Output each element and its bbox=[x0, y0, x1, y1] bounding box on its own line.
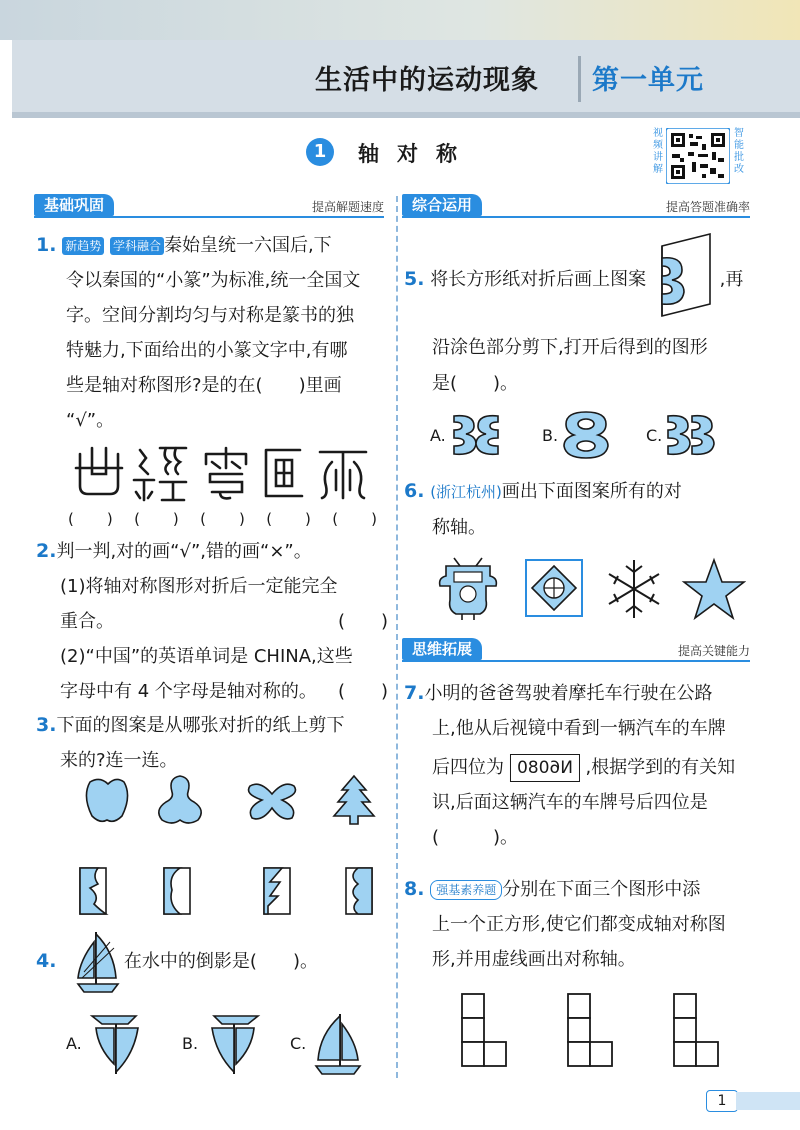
q6-patterns bbox=[436, 554, 746, 624]
q2-item2-bracket[interactable]: ( ) bbox=[337, 681, 388, 702]
q8-line-2: 上一个正方形,使它们都变成轴对称图 bbox=[432, 914, 726, 935]
q1-line-6: “√”。 bbox=[66, 410, 115, 431]
sailboat-image bbox=[70, 928, 122, 998]
q5-line-2: 沿涂色部分剪下,打开后得到的图形 bbox=[432, 337, 708, 358]
q4-option-b-image[interactable] bbox=[198, 1010, 264, 1076]
q3-number: 3. bbox=[36, 714, 57, 736]
unit-name: 第一单元 bbox=[592, 65, 704, 96]
qr-code-icon[interactable] bbox=[666, 128, 730, 184]
q6-line-2: 称轴。 bbox=[432, 517, 486, 538]
page-number-tail bbox=[736, 1092, 800, 1110]
q1-line-4: 特魅力,下面给出的小篆文字中,有哪 bbox=[66, 340, 348, 361]
q5-number: 5. bbox=[404, 268, 425, 290]
q5-option-b-image[interactable] bbox=[562, 410, 610, 460]
star-pattern bbox=[684, 560, 744, 618]
q4-number: 4. bbox=[36, 950, 57, 972]
seal-char-2 bbox=[134, 448, 186, 500]
q8-line-3: 形,并用虚线画出对称轴。 bbox=[432, 949, 636, 970]
qr-left-label: 视频讲解 bbox=[653, 128, 663, 175]
q5-option-b-label[interactable]: B. bbox=[542, 426, 559, 445]
full-gourd-shape bbox=[159, 776, 201, 823]
bronze-vessel-pattern bbox=[440, 558, 497, 620]
q4-option-b-label[interactable]: B. bbox=[182, 1034, 199, 1053]
q1-line-5: 些是轴对称图形?是的在( )里画 bbox=[66, 375, 342, 396]
q5-line-3: 是( )。 bbox=[432, 373, 519, 394]
q1-line-2: 令以秦国的“小篆”为标准,统一全国文 bbox=[66, 270, 361, 291]
column-divider bbox=[396, 196, 398, 1078]
q8-badge: 强基素养题 bbox=[430, 880, 502, 900]
q7-line-4: 识,后面这辆汽车的车牌号后四位是 bbox=[432, 792, 708, 813]
q1-bracket-2[interactable]: ( ) bbox=[134, 510, 180, 528]
q1-answer-brackets bbox=[68, 508, 378, 529]
q5-line-1a: 将长方形纸对折后画上图案 bbox=[430, 269, 647, 290]
q1-badge-trend: 新趋势 bbox=[62, 237, 104, 255]
question-2 bbox=[36, 534, 388, 709]
full-apple-shape bbox=[86, 779, 127, 821]
q2-item1-line2: 重合。 bbox=[60, 611, 114, 632]
q7-answer-bracket[interactable]: ( )。 bbox=[432, 827, 519, 848]
q4-option-c-image[interactable] bbox=[306, 1010, 368, 1080]
question-6 bbox=[404, 474, 752, 545]
half-shape-4 bbox=[346, 868, 372, 914]
q6-region: (浙江杭州) bbox=[430, 483, 502, 501]
q8-square-figures[interactable] bbox=[456, 990, 746, 1070]
q2-item2-line1: (2)“中国”的英语单词是 CHINA,这些 bbox=[60, 646, 353, 667]
full-tree-shape bbox=[334, 776, 374, 824]
q1-bracket-4[interactable]: ( ) bbox=[266, 510, 312, 528]
figure-3 bbox=[674, 994, 718, 1066]
q4-option-a-image[interactable] bbox=[86, 1010, 152, 1076]
half-shape-3 bbox=[264, 868, 290, 914]
q7-line-3a: 后四位为 bbox=[432, 757, 504, 778]
page-number: 1 bbox=[706, 1090, 738, 1112]
q2-stem: 判一判,对的画“√”,错的画“×”。 bbox=[56, 541, 312, 562]
q3-matching-figures bbox=[64, 772, 384, 922]
q1-bracket-3[interactable]: ( ) bbox=[200, 510, 246, 528]
seal-char-1 bbox=[76, 448, 122, 494]
q4-option-c-label[interactable]: C. bbox=[290, 1034, 307, 1053]
q5-option-c-label[interactable]: C. bbox=[646, 426, 663, 445]
section-thinking-hint: 提高关键能力 bbox=[677, 644, 750, 658]
q7-line-3b: ,根据学到的有关知 bbox=[585, 757, 736, 778]
qr-right-label: 智能批改 bbox=[734, 128, 744, 175]
section-basic-hint: 提高解题速度 bbox=[311, 200, 384, 214]
lesson-title: 轴对称 bbox=[358, 142, 475, 166]
q8-line-1: 分别在下面三个图形中添 bbox=[502, 879, 701, 900]
figure-1 bbox=[462, 994, 506, 1066]
question-7 bbox=[404, 676, 752, 855]
q3-line-2: 来的?连一连。 bbox=[60, 750, 178, 771]
q8-number: 8. bbox=[404, 878, 425, 900]
section-basic-label: 基础巩固 bbox=[34, 194, 114, 216]
section-comprehensive-hint: 提高答题准确率 bbox=[665, 200, 750, 214]
section-comprehensive bbox=[402, 194, 750, 218]
q1-badge-subject: 学科融合 bbox=[110, 237, 164, 255]
q1-number: 1. bbox=[36, 234, 57, 256]
top-decor-band bbox=[0, 0, 800, 40]
q1-bracket-1[interactable]: ( ) bbox=[68, 510, 114, 528]
section-comprehensive-label: 综合运用 bbox=[402, 194, 482, 216]
unit-title: 生活中的运动现象 bbox=[315, 65, 539, 96]
q6-number: 6. bbox=[404, 480, 425, 502]
window-lattice-pattern bbox=[526, 560, 582, 616]
lesson-number: 1 bbox=[306, 138, 334, 166]
q4-option-a-label[interactable]: A. bbox=[66, 1034, 82, 1053]
q1-line-3: 字。空间分割均匀与对称是篆书的独 bbox=[66, 305, 354, 326]
q2-number: 2. bbox=[36, 540, 57, 562]
q6-line-1: 画出下面图案所有的对 bbox=[501, 481, 682, 502]
q2-item1-line1: (1)将轴对称图形对折后一定能完全 bbox=[60, 576, 338, 597]
question-3 bbox=[36, 708, 388, 778]
q7-plate: N6080 bbox=[510, 754, 580, 782]
header-shadow bbox=[12, 112, 800, 118]
q7-line-2: 上,他从后视镜中看到一辆汽车的车牌 bbox=[432, 718, 726, 739]
section-basic bbox=[34, 194, 384, 218]
seal-char-3 bbox=[206, 448, 246, 498]
snowflake-pattern bbox=[609, 560, 659, 618]
q1-seal-characters bbox=[70, 440, 370, 504]
section-thinking bbox=[402, 638, 750, 662]
q4-stem: 在水中的倒影是( )。 bbox=[123, 951, 318, 972]
q5-folded-paper-image bbox=[654, 230, 718, 320]
section-thinking-label: 思维拓展 bbox=[402, 638, 482, 660]
full-clover-shape bbox=[249, 784, 296, 819]
figure-2 bbox=[568, 994, 612, 1066]
question-1 bbox=[36, 228, 388, 438]
q2-item1-bracket[interactable]: ( ) bbox=[337, 611, 388, 632]
q5-line-1b: ,再 bbox=[719, 269, 744, 290]
question-8 bbox=[404, 872, 752, 977]
q5-option-a-image[interactable] bbox=[450, 412, 502, 458]
q5-option-c-image[interactable] bbox=[666, 412, 716, 458]
header-separator bbox=[578, 56, 581, 102]
half-shape-1 bbox=[80, 868, 106, 914]
seal-char-4 bbox=[266, 450, 302, 496]
q1-line-1: 秦始皇统一六国后,下 bbox=[163, 235, 332, 256]
q3-line-1: 下面的图案是从哪张对折的纸上剪下 bbox=[56, 715, 345, 736]
seal-char-5 bbox=[320, 452, 366, 498]
q2-item2-line2: 字母中有 4 个字母是轴对称的。 bbox=[60, 681, 317, 702]
q7-line-1: 小明的爸爸驾驶着摩托车行驶在公路 bbox=[424, 683, 713, 704]
q7-number: 7. bbox=[404, 682, 425, 704]
half-shape-2 bbox=[164, 868, 190, 914]
q1-bracket-5[interactable]: ( ) bbox=[332, 510, 378, 528]
q5-option-a-label[interactable]: A. bbox=[430, 426, 446, 445]
